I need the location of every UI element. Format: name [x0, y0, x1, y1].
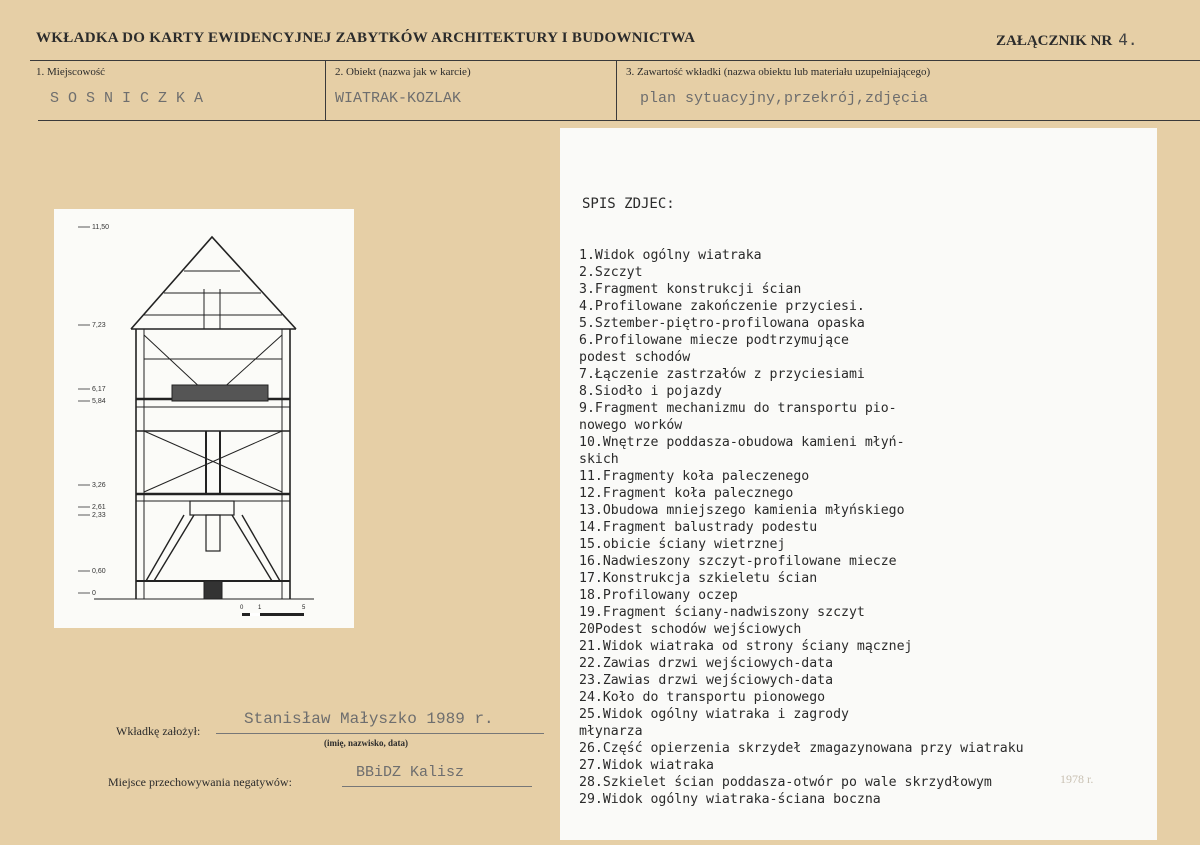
level-label: 5,84 — [92, 398, 106, 405]
photo-list-item: nowego worków — [579, 418, 683, 433]
photo-list — [579, 247, 1154, 808]
photo-list-item: podest schodów — [579, 350, 691, 365]
photo-list-item: 25.Widok ogólny wiatraka i zagrody — [579, 707, 849, 722]
photo-list-item: 8.Siodło i pojazdy — [579, 384, 722, 399]
level-label: 6,17 — [92, 386, 106, 393]
storage-label: Miejsce przechowywania negatywów: — [108, 775, 292, 789]
annex-label: ZAŁĄCZNIK NR — [996, 33, 1113, 49]
scale-label: 0 — [240, 605, 244, 611]
photo-list-item: 7.Łączenie zastrzałów z przyciesiami — [579, 367, 865, 382]
contents-label: 3. Zawartość wkładki (nazwa obiektu lub materiału uzupełniającego) — [626, 66, 931, 78]
photo-list-item: skich — [579, 452, 619, 467]
locality-label: 1. Miejscowość — [36, 66, 106, 78]
windmill-cross-section — [54, 209, 354, 628]
photo-list-item: 28.Szkielet ścian poddasza-otwór po wale skrzydłowym — [579, 775, 992, 790]
form-title: WKŁADKA DO KARTY EWIDENCYJNEJ ZABYTKÓW ARCHITEKTURY I BUDOWNICTWA — [36, 30, 696, 46]
photo-list-item: 11.Fragmenty koła paleczenego — [579, 469, 810, 484]
scale-bar — [240, 605, 306, 616]
photo-list-item: 17.Konstrukcja szkieletu ścian — [579, 571, 818, 586]
level-label: 2,33 — [92, 512, 106, 519]
locality-value: S O S N I C Z K A — [50, 90, 204, 107]
photo-list-item: 23.Zawias drzwi wejściowych-data — [579, 673, 834, 688]
header-rule — [30, 60, 1200, 61]
object-value: WIATRAK-KOZLAK — [335, 90, 462, 107]
contents-value: plan sytuacyjny,przekrój,zdjęcia — [640, 90, 929, 107]
photo-list-item: 1.Widok ogólny wiatraka — [579, 248, 762, 263]
level-label: 0 — [92, 590, 96, 597]
level-label: 11,50 — [92, 224, 109, 231]
author-hint: (imię, nazwisko, data) — [324, 738, 408, 748]
scale-label: 5 — [302, 605, 306, 611]
photo-list-item: 6.Profilowane miecze podtrzymujące — [579, 333, 849, 348]
photo-list-item: 13.Obudowa mniejszego kamienia młyńskiego — [579, 503, 905, 518]
photo-list-item: 14.Fragment balustrady podestu — [579, 520, 818, 535]
photo-list-item: 26.Część opierzenia skrzydeł zmagazynowana przy wiatraku — [579, 741, 1024, 756]
cross-section-drawing — [54, 209, 354, 628]
annex-number — [996, 30, 1138, 50]
photo-list-item: 12.Fragment koła palecznego — [579, 486, 794, 501]
storage-line — [342, 786, 532, 787]
photo-list-item: 10.Wnętrze poddasza-obudowa kamieni młyń- — [579, 435, 905, 450]
field-divider-1 — [325, 60, 326, 120]
photo-list-item: 20Podest schodów wejściowych — [579, 622, 802, 637]
level-label: 7,23 — [92, 322, 106, 329]
level-label: 3,26 — [92, 482, 106, 489]
author-value: Stanisław Małyszko 1989 r. — [244, 710, 494, 728]
photo-list-item: 29.Widok ogólny wiatraka-ściana boczna — [579, 792, 881, 807]
field-divider-2 — [616, 60, 617, 120]
photo-list-title: SPIS ZDJEC: — [582, 196, 675, 212]
level-label: 2,61 — [92, 504, 106, 511]
photo-list-item: 15.obicie ściany wietrznej — [579, 537, 786, 552]
scale-label: 1 — [258, 605, 262, 611]
level-label: 0,60 — [92, 568, 106, 575]
photo-list-item: 5.Sztember-piętro-profilowana opaska — [579, 316, 865, 331]
photo-list-item: 16.Nadwieszony szczyt-profilowane miecze — [579, 554, 897, 569]
fields-bottom-rule — [38, 120, 1200, 121]
photo-list-item: 19.Fragment ściany-nadwiszony szczyt — [579, 605, 865, 620]
author-line — [216, 733, 544, 734]
annex-value: 4. — [1118, 30, 1138, 49]
photo-list-item: 24.Koło do transportu pionowego — [579, 690, 826, 705]
photo-list-item: 3.Fragment konstrukcji ścian — [579, 282, 802, 297]
photo-list-item: 4.Profilowane zakończenie przyciesi. — [579, 299, 865, 314]
storage-value: BBiDZ Kalisz — [356, 764, 465, 781]
photo-list-item: 22.Zawias drzwi wejściowych-data — [579, 656, 834, 671]
photo-list-item: 21.Widok wiatraka od strony ściany mącznej — [579, 639, 913, 654]
photo-list-item: 18.Profilowany oczep — [579, 588, 738, 603]
background-text: 1978 r. — [1060, 772, 1094, 786]
photo-list-item: 2.Szczyt — [579, 265, 643, 280]
photo-list-item: młynarza — [579, 724, 643, 739]
object-label: 2. Obiekt (nazwa jak w karcie) — [335, 66, 471, 78]
photo-list-item: 27.Widok wiatraka — [579, 758, 714, 773]
photo-list-item: 9.Fragment mechanizmu do transportu pio- — [579, 401, 897, 416]
author-label: Wkładkę założył: — [116, 724, 201, 738]
